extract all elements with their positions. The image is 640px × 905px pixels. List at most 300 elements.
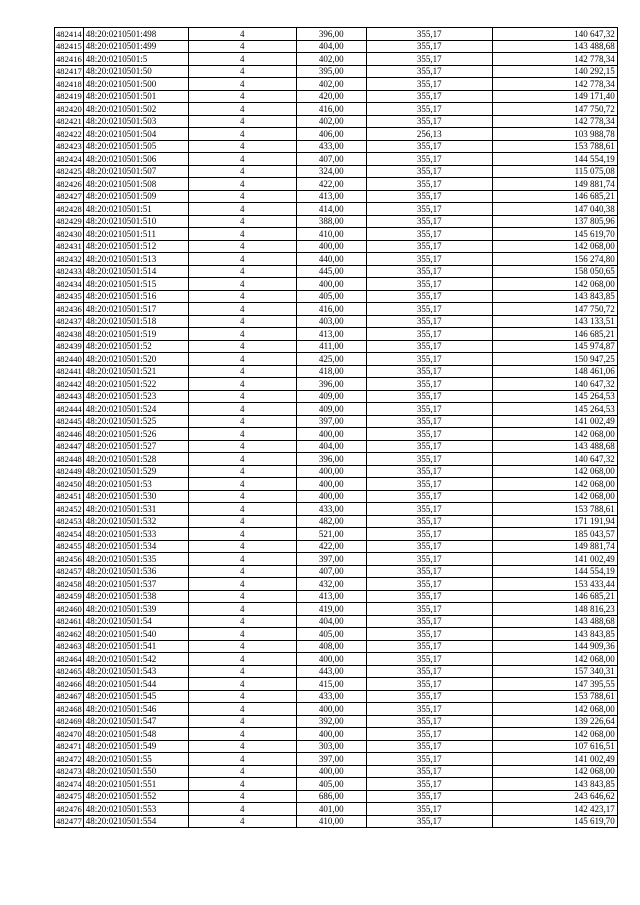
area-cell: 403,00 <box>296 315 366 328</box>
cadastral-number-cell: 48:20:0210501:501 <box>83 90 188 103</box>
cadastral-value-cell: 149 171,40 <box>492 90 617 103</box>
cadastral-number-cell: 48:20:0210501:507 <box>83 165 188 178</box>
cadastral-number-cell: 48:20:0210501:505 <box>83 140 188 153</box>
cadastral-value-cell: 142 068,00 <box>492 765 617 778</box>
rate-cell: 355,17 <box>366 353 492 366</box>
cadastral-value-cell: 145 974,87 <box>492 340 617 353</box>
table-row <box>55 428 618 441</box>
cadastral-number-cell: 48:20:0210501:554 <box>83 815 188 828</box>
cadastral-number-cell: 48:20:0210501:552 <box>83 790 188 803</box>
rate-cell: 355,17 <box>366 140 492 153</box>
rate-cell: 355,17 <box>366 715 492 728</box>
row-number-cell: 482464 <box>56 653 82 664</box>
row-number-cell: 482471 <box>56 741 82 752</box>
cadastral-value-cell: 148 461,06 <box>492 365 617 378</box>
rate-cell: 355,17 <box>366 390 492 403</box>
cadastral-number-cell: 48:20:0210501:5 <box>83 53 188 66</box>
cadastral-number-cell: 48:20:0210501:510 <box>83 215 188 228</box>
cadastral-number-cell: 48:20:0210501:509 <box>83 190 188 203</box>
table-row <box>55 690 618 703</box>
table-row <box>55 653 618 666</box>
area-cell: 413,00 <box>296 190 366 203</box>
group-cell: 4 <box>188 115 296 128</box>
table-row <box>55 215 618 228</box>
group-cell: 4 <box>188 28 296 41</box>
cadastral-number-cell: 48:20:0210501:522 <box>83 378 188 391</box>
group-cell: 4 <box>188 453 296 466</box>
cadastral-value-cell: 140 647,32 <box>492 28 617 41</box>
table-row <box>55 190 618 203</box>
rate-cell: 355,17 <box>366 578 492 591</box>
area-cell: 418,00 <box>296 365 366 378</box>
area-cell: 414,00 <box>296 203 366 216</box>
area-cell: 396,00 <box>296 378 366 391</box>
group-cell: 4 <box>188 103 296 116</box>
cadastral-number-cell: 48:20:0210501:54 <box>83 615 188 628</box>
group-cell: 4 <box>188 565 296 578</box>
cadastral-value-cell: 142 068,00 <box>492 653 617 666</box>
rate-cell: 355,17 <box>366 728 492 741</box>
cadastral-number-cell: 48:20:0210501:531 <box>83 503 188 516</box>
group-cell: 4 <box>188 140 296 153</box>
row-number-cell: 482451 <box>56 491 82 502</box>
group-cell: 4 <box>188 390 296 403</box>
rate-cell: 355,17 <box>366 703 492 716</box>
table-row <box>55 678 618 691</box>
row-number-cell: 482446 <box>56 428 82 439</box>
cadastral-number-cell: 48:20:0210501:537 <box>83 578 188 591</box>
area-cell: 433,00 <box>296 503 366 516</box>
rate-cell: 355,17 <box>366 403 492 416</box>
area-cell: 416,00 <box>296 103 366 116</box>
cadastral-number-cell: 48:20:0210501:525 <box>83 415 188 428</box>
cadastral-number-cell: 48:20:0210501:535 <box>83 553 188 566</box>
rate-cell: 355,17 <box>366 165 492 178</box>
group-cell: 4 <box>188 315 296 328</box>
rate-cell: 355,17 <box>366 28 492 41</box>
cadastral-value-cell: 156 274,80 <box>492 253 617 266</box>
cadastral-number-cell: 48:20:0210501:499 <box>83 40 188 53</box>
area-cell: 420,00 <box>296 90 366 103</box>
table-row <box>55 278 618 291</box>
group-cell: 4 <box>188 65 296 78</box>
rate-cell: 355,17 <box>366 590 492 603</box>
row-number-cell: 482475 <box>56 791 82 802</box>
cadastral-value-cell: 158 050,65 <box>492 265 617 278</box>
cadastral-number-cell: 48:20:0210501:513 <box>83 253 188 266</box>
cadastral-value-cell: 140 292,15 <box>492 65 617 78</box>
table-row <box>55 578 618 591</box>
table-row <box>55 290 618 303</box>
table-row <box>55 40 618 53</box>
row-number-cell: 482469 <box>56 716 82 727</box>
table-row <box>55 665 618 678</box>
rate-cell: 355,17 <box>366 315 492 328</box>
row-number-cell: 482432 <box>56 253 82 264</box>
rate-cell: 256,13 <box>366 128 492 141</box>
rate-cell: 355,17 <box>366 153 492 166</box>
cadastral-value-cell: 142 068,00 <box>492 278 617 291</box>
group-cell: 4 <box>188 540 296 553</box>
row-number-cell: 482418 <box>56 78 82 89</box>
area-cell: 419,00 <box>296 603 366 616</box>
rate-cell: 355,17 <box>366 440 492 453</box>
group-cell: 4 <box>188 165 296 178</box>
group-cell: 4 <box>188 553 296 566</box>
rate-cell: 355,17 <box>366 115 492 128</box>
cadastral-number-cell: 48:20:0210501:512 <box>83 240 188 253</box>
group-cell: 4 <box>188 378 296 391</box>
row-number-cell: 482422 <box>56 128 82 139</box>
rate-cell: 355,17 <box>366 103 492 116</box>
cadastral-value-cell: 145 264,53 <box>492 390 617 403</box>
cadastral-value-cell: 143 843,85 <box>492 778 617 791</box>
row-number-cell: 482473 <box>56 766 82 777</box>
rate-cell: 355,17 <box>366 615 492 628</box>
area-cell: 397,00 <box>296 415 366 428</box>
row-number-cell: 482441 <box>56 366 82 377</box>
area-cell: 445,00 <box>296 265 366 278</box>
cadastral-number-cell: 48:20:0210501:544 <box>83 678 188 691</box>
cadastral-value-cell: 144 554,19 <box>492 153 617 166</box>
table-row <box>55 440 618 453</box>
row-number-cell: 482465 <box>56 666 82 677</box>
area-cell: 400,00 <box>296 653 366 666</box>
cadastral-value-cell: 142 068,00 <box>492 728 617 741</box>
group-cell: 4 <box>188 578 296 591</box>
rate-cell: 355,17 <box>366 203 492 216</box>
cadastral-value-cell: 145 619,70 <box>492 228 617 241</box>
table-row <box>55 640 618 653</box>
rate-cell: 355,17 <box>366 565 492 578</box>
table-row <box>55 540 618 553</box>
group-cell: 4 <box>188 503 296 516</box>
area-cell: 396,00 <box>296 28 366 41</box>
rate-cell: 355,17 <box>366 190 492 203</box>
cadastral-value-cell: 185 043,57 <box>492 528 617 541</box>
row-number-cell: 482416 <box>56 53 82 64</box>
area-cell: 432,00 <box>296 578 366 591</box>
cadastral-value-cell: 153 788,61 <box>492 503 617 516</box>
rate-cell: 355,17 <box>366 603 492 616</box>
cadastral-value-cell: 140 647,32 <box>492 453 617 466</box>
cadastral-value-cell: 147 040,38 <box>492 203 617 216</box>
cadastral-value-cell: 142 068,00 <box>492 478 617 491</box>
cadastral-number-cell: 48:20:0210501:50 <box>83 65 188 78</box>
area-cell: 402,00 <box>296 115 366 128</box>
row-number-cell: 482461 <box>56 616 82 627</box>
table-row <box>55 615 618 628</box>
group-cell: 4 <box>188 590 296 603</box>
table-row <box>55 465 618 478</box>
row-number-cell: 482442 <box>56 378 82 389</box>
cadastral-value-cell: 149 881,74 <box>492 540 617 553</box>
rate-cell: 355,17 <box>366 540 492 553</box>
cadastral-number-cell: 48:20:0210501:515 <box>83 278 188 291</box>
cadastral-value-cell: 145 619,70 <box>492 815 617 828</box>
table-row <box>55 228 618 241</box>
cadastral-number-cell: 48:20:0210501:539 <box>83 603 188 616</box>
cadastral-value-cell: 149 881,74 <box>492 178 617 191</box>
area-cell: 400,00 <box>296 765 366 778</box>
area-cell: 422,00 <box>296 178 366 191</box>
area-cell: 422,00 <box>296 540 366 553</box>
area-cell: 400,00 <box>296 240 366 253</box>
cadastral-value-cell: 115 075,08 <box>492 165 617 178</box>
cadastral-value-cell: 157 340,31 <box>492 665 617 678</box>
cadastral-number-cell: 48:20:0210501:498 <box>83 28 188 41</box>
rate-cell: 355,17 <box>366 690 492 703</box>
area-cell: 404,00 <box>296 440 366 453</box>
area-cell: 400,00 <box>296 490 366 503</box>
rate-cell: 355,17 <box>366 515 492 528</box>
cadastral-number-cell: 48:20:0210501:516 <box>83 290 188 303</box>
row-number-cell: 482458 <box>56 578 82 589</box>
area-cell: 443,00 <box>296 665 366 678</box>
cadastral-value-cell: 143 843,85 <box>492 290 617 303</box>
rate-cell: 355,17 <box>366 815 492 828</box>
group-cell: 4 <box>188 715 296 728</box>
area-cell: 324,00 <box>296 165 366 178</box>
row-number-cell: 482455 <box>56 541 82 552</box>
area-cell: 397,00 <box>296 753 366 766</box>
area-cell: 395,00 <box>296 65 366 78</box>
row-number-cell: 482476 <box>56 803 82 814</box>
row-number-cell: 482447 <box>56 441 82 452</box>
table-row <box>55 590 618 603</box>
group-cell: 4 <box>188 153 296 166</box>
group-cell: 4 <box>188 290 296 303</box>
cadastral-value-cell: 142 068,00 <box>492 240 617 253</box>
area-cell: 433,00 <box>296 690 366 703</box>
row-number-cell: 482468 <box>56 703 82 714</box>
cadastral-value-cell: 142 068,00 <box>492 428 617 441</box>
row-number-cell: 482434 <box>56 278 82 289</box>
area-cell: 405,00 <box>296 628 366 641</box>
group-cell: 4 <box>188 303 296 316</box>
area-cell: 521,00 <box>296 528 366 541</box>
row-number-cell: 482417 <box>56 66 82 77</box>
cadastral-value-cell: 144 909,36 <box>492 640 617 653</box>
cadastral-value-cell: 146 685,21 <box>492 590 617 603</box>
group-cell: 4 <box>188 778 296 791</box>
area-cell: 440,00 <box>296 253 366 266</box>
area-cell: 408,00 <box>296 640 366 653</box>
cadastral-number-cell: 48:20:0210501:523 <box>83 390 188 403</box>
rate-cell: 355,17 <box>366 40 492 53</box>
rate-cell: 355,17 <box>366 65 492 78</box>
cadastral-value-cell: 143 488,68 <box>492 440 617 453</box>
group-cell: 4 <box>188 365 296 378</box>
row-number-cell: 482449 <box>56 466 82 477</box>
cadastral-value-cell: 142 068,00 <box>492 465 617 478</box>
table-row <box>55 140 618 153</box>
cadastral-number-cell: 48:20:0210501:528 <box>83 453 188 466</box>
rate-cell: 355,17 <box>366 278 492 291</box>
rate-cell: 355,17 <box>366 303 492 316</box>
group-cell: 4 <box>188 753 296 766</box>
cadastral-value-cell: 144 554,19 <box>492 565 617 578</box>
table-row <box>55 453 618 466</box>
table-row <box>55 815 618 828</box>
group-cell: 4 <box>188 403 296 416</box>
table-row <box>55 253 618 266</box>
area-cell: 400,00 <box>296 478 366 491</box>
rate-cell: 355,17 <box>366 253 492 266</box>
table-row <box>55 553 618 566</box>
table-row <box>55 365 618 378</box>
table-body <box>55 28 618 828</box>
cadastral-value-cell: 145 264,53 <box>492 403 617 416</box>
area-cell: 388,00 <box>296 215 366 228</box>
cadastral-number-cell: 48:20:0210501:506 <box>83 153 188 166</box>
rate-cell: 355,17 <box>366 240 492 253</box>
table-row <box>55 378 618 391</box>
rate-cell: 355,17 <box>366 753 492 766</box>
group-cell: 4 <box>188 440 296 453</box>
cadastral-value-cell: 141 002,49 <box>492 553 617 566</box>
row-number-cell: 482430 <box>56 228 82 239</box>
cadastral-value-cell: 142 423,17 <box>492 803 617 816</box>
row-number-cell: 482467 <box>56 691 82 702</box>
table-row <box>55 790 618 803</box>
group-cell: 4 <box>188 265 296 278</box>
cadastral-number-cell: 48:20:0210501:517 <box>83 303 188 316</box>
group-cell: 4 <box>188 640 296 653</box>
area-cell: 407,00 <box>296 565 366 578</box>
group-cell: 4 <box>188 215 296 228</box>
table-row <box>55 28 618 41</box>
table-row <box>55 340 618 353</box>
rate-cell: 355,17 <box>366 415 492 428</box>
group-cell: 4 <box>188 653 296 666</box>
table-row <box>55 90 618 103</box>
row-number-cell: 482437 <box>56 316 82 327</box>
cadastral-value-cell: 143 843,85 <box>492 628 617 641</box>
cadastral-value-cell: 243 646,62 <box>492 790 617 803</box>
row-number-cell: 482431 <box>56 241 82 252</box>
cadastral-value-cell: 150 947,25 <box>492 353 617 366</box>
table-row <box>55 328 618 341</box>
area-cell: 402,00 <box>296 53 366 66</box>
table-row <box>55 753 618 766</box>
rate-cell: 355,17 <box>366 428 492 441</box>
rate-cell: 355,17 <box>366 665 492 678</box>
table-row <box>55 165 618 178</box>
row-number-cell: 482425 <box>56 166 82 177</box>
table-row <box>55 265 618 278</box>
table-row <box>55 628 618 641</box>
area-cell: 433,00 <box>296 140 366 153</box>
cadastral-value-cell: 143 488,68 <box>492 615 617 628</box>
rate-cell: 355,17 <box>366 553 492 566</box>
cadastral-value-cell: 146 685,21 <box>492 190 617 203</box>
row-number-cell: 482454 <box>56 528 82 539</box>
area-cell: 409,00 <box>296 403 366 416</box>
row-number-cell: 482429 <box>56 216 82 227</box>
cadastral-number-cell: 48:20:0210501:519 <box>83 328 188 341</box>
table-row <box>55 765 618 778</box>
rate-cell: 355,17 <box>366 178 492 191</box>
group-cell: 4 <box>188 603 296 616</box>
cadastral-number-cell: 48:20:0210501:542 <box>83 653 188 666</box>
table-row <box>55 703 618 716</box>
cadastral-value-cell: 148 816,23 <box>492 603 617 616</box>
cadastral-number-cell: 48:20:0210501:53 <box>83 478 188 491</box>
area-cell: 415,00 <box>296 678 366 691</box>
area-cell: 400,00 <box>296 465 366 478</box>
cadastral-number-cell: 48:20:0210501:533 <box>83 528 188 541</box>
rate-cell: 355,17 <box>366 503 492 516</box>
cadastral-value-table <box>54 27 618 828</box>
area-cell: 400,00 <box>296 728 366 741</box>
table-row <box>55 390 618 403</box>
cadastral-number-cell: 48:20:0210501:527 <box>83 440 188 453</box>
row-number-cell: 482453 <box>56 516 82 527</box>
group-cell: 4 <box>188 415 296 428</box>
rate-cell: 355,17 <box>366 228 492 241</box>
group-cell: 4 <box>188 178 296 191</box>
row-number-cell: 482435 <box>56 291 82 302</box>
area-cell: 402,00 <box>296 78 366 91</box>
table-row <box>55 503 618 516</box>
group-cell: 4 <box>188 228 296 241</box>
row-number-cell: 482414 <box>56 28 82 39</box>
cadastral-number-cell: 48:20:0210501:51 <box>83 203 188 216</box>
rate-cell: 355,17 <box>366 803 492 816</box>
rate-cell: 355,17 <box>366 478 492 491</box>
group-cell: 4 <box>188 628 296 641</box>
area-cell: 397,00 <box>296 553 366 566</box>
group-cell: 4 <box>188 78 296 91</box>
table-row <box>55 303 618 316</box>
cadastral-value-cell: 147 750,72 <box>492 103 617 116</box>
row-number-cell: 482427 <box>56 191 82 202</box>
group-cell: 4 <box>188 428 296 441</box>
cadastral-value-cell: 142 778,34 <box>492 115 617 128</box>
group-cell: 4 <box>188 353 296 366</box>
row-number-cell: 482460 <box>56 603 82 614</box>
row-number-cell: 482440 <box>56 353 82 364</box>
group-cell: 4 <box>188 240 296 253</box>
rate-cell: 355,17 <box>366 328 492 341</box>
area-cell: 303,00 <box>296 740 366 753</box>
table-row <box>55 565 618 578</box>
row-number-cell: 482420 <box>56 103 82 114</box>
table-row <box>55 715 618 728</box>
cadastral-number-cell: 48:20:0210501:524 <box>83 403 188 416</box>
row-number-cell: 482450 <box>56 478 82 489</box>
table-row <box>55 240 618 253</box>
group-cell: 4 <box>188 528 296 541</box>
cadastral-number-cell: 48:20:0210501:514 <box>83 265 188 278</box>
cadastral-number-cell: 48:20:0210501:547 <box>83 715 188 728</box>
table-row <box>55 178 618 191</box>
cadastral-value-cell: 139 226,64 <box>492 715 617 728</box>
cadastral-number-cell: 48:20:0210501:534 <box>83 540 188 553</box>
rate-cell: 355,17 <box>366 653 492 666</box>
cadastral-value-cell: 143 488,68 <box>492 40 617 53</box>
area-cell: 416,00 <box>296 303 366 316</box>
cadastral-number-cell: 48:20:0210501:55 <box>83 753 188 766</box>
cadastral-number-cell: 48:20:0210501:545 <box>83 690 188 703</box>
cadastral-number-cell: 48:20:0210501:532 <box>83 515 188 528</box>
table-row <box>55 490 618 503</box>
area-cell: 425,00 <box>296 353 366 366</box>
group-cell: 4 <box>188 765 296 778</box>
group-cell: 4 <box>188 815 296 828</box>
rate-cell: 355,17 <box>366 215 492 228</box>
